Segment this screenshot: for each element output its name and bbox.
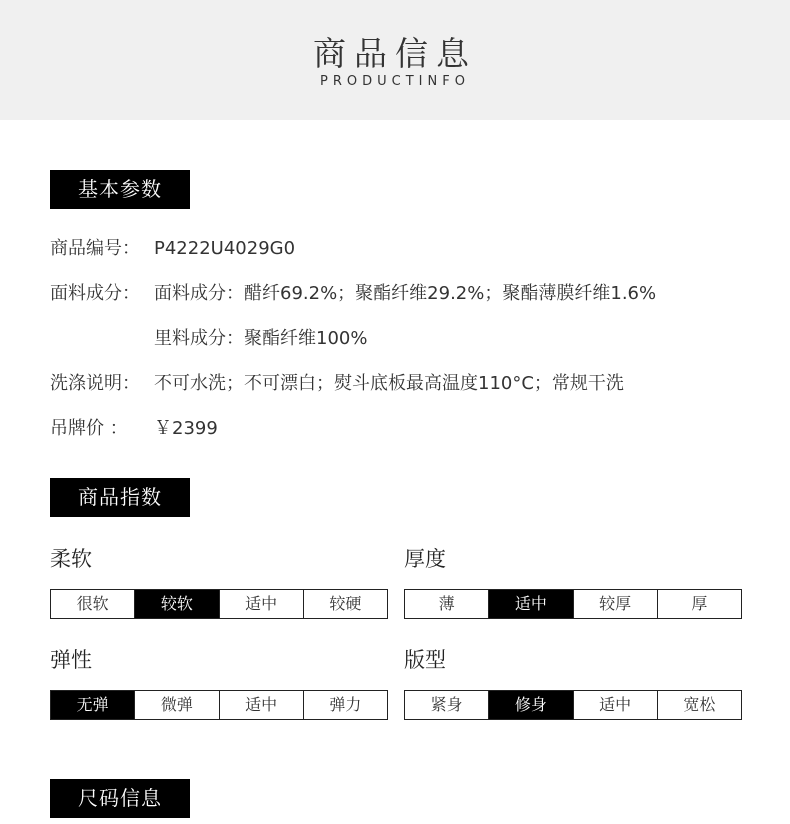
index-title-fit: 版型 — [404, 648, 446, 672]
index-option: 厚 — [657, 590, 741, 618]
index-option: 弹力 — [303, 691, 387, 719]
index-title-thickness: 厚度 — [404, 547, 446, 571]
index-option: 较硬 — [303, 590, 387, 618]
param-value: P4222U4029G0 — [154, 238, 296, 259]
param-row-washing — [50, 372, 624, 396]
index-option: 适中 — [219, 691, 303, 719]
header-banner — [0, 0, 790, 120]
param-label: 面料成分： — [50, 283, 140, 304]
param-row-fabric — [50, 282, 656, 306]
param-label: 吊牌价 ： — [50, 418, 128, 439]
param-value: 面料成分：醋纤69.2%；聚酯纤维29.2%；聚酯薄膜纤维1.6% — [154, 283, 657, 304]
index-option: 较厚 — [573, 590, 657, 618]
param-label: 洗涤说明： — [50, 373, 140, 394]
index-scale-elasticity — [50, 690, 388, 720]
index-title-softness: 柔软 — [50, 547, 92, 571]
index-scale-thickness — [404, 589, 742, 619]
page-subtitle: PRODUCTINFO — [320, 74, 470, 89]
index-option: 适中 — [219, 590, 303, 618]
index-option: 无弹 — [51, 691, 134, 719]
section-heading-basic-params: 基本参数 — [50, 170, 190, 209]
index-option: 适中 — [573, 691, 657, 719]
index-option: 薄 — [438, 594, 455, 613]
index-scale-softness — [50, 589, 388, 619]
param-row-price — [50, 417, 218, 441]
param-value: 不可水洗；不可漂白；熨斗底板最高温度110°C；常规干洗 — [154, 373, 624, 394]
param-row-item-number — [50, 237, 295, 261]
section-heading-size-info: 尺码信息 — [50, 779, 190, 818]
index-option: 紧身 — [430, 695, 463, 714]
index-option: 较软 — [134, 590, 218, 618]
index-scale-fit — [404, 690, 742, 720]
section-heading-product-index: 商品指数 — [50, 478, 190, 517]
index-option: 微弹 — [134, 691, 218, 719]
index-title-elasticity: 弹性 — [50, 648, 92, 672]
index-option: 很软 — [76, 594, 109, 613]
param-label: 商品编号： — [50, 238, 140, 259]
index-option: 适中 — [488, 590, 572, 618]
page-title: 商品信息 — [313, 34, 477, 73]
index-option: 宽松 — [657, 691, 741, 719]
param-row-lining — [50, 327, 367, 351]
param-value: 里料成分：聚酯纤维100% — [154, 328, 368, 349]
param-value: ￥2399 — [154, 418, 218, 439]
index-option: 修身 — [488, 691, 572, 719]
